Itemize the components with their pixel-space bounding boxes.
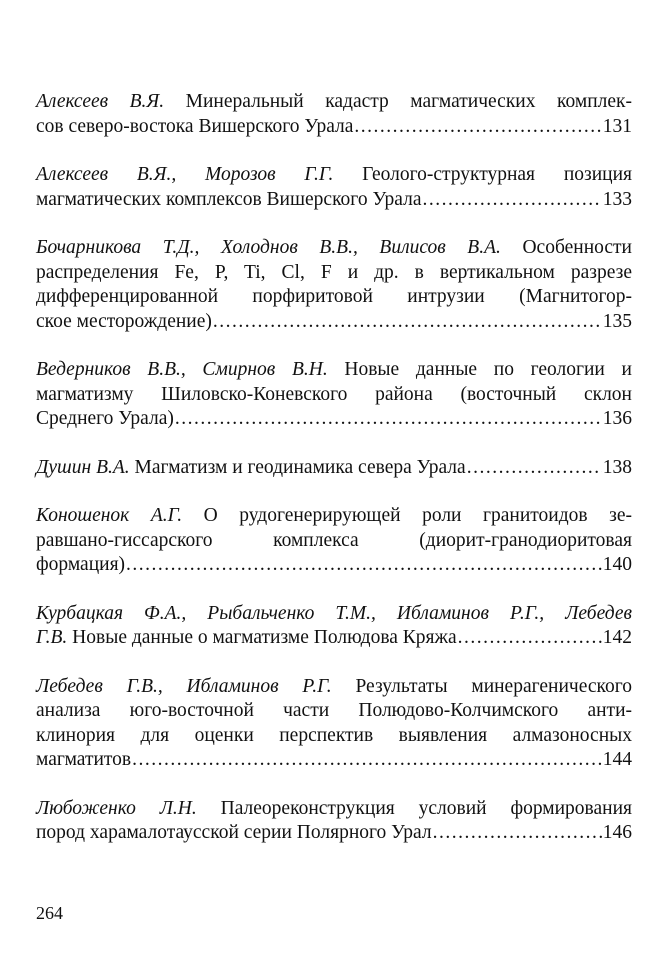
toc-entry: [36, 358, 632, 432]
entry-title: формация): [36, 554, 126, 575]
dot-leader: [423, 188, 602, 213]
entry-authors: Алексеев В.Я., Морозов Г.Г.: [36, 164, 334, 185]
entry-page: 142: [602, 627, 632, 648]
dot-leader: [175, 407, 602, 432]
toc-entry: [36, 602, 632, 651]
toc-entry: [36, 504, 632, 578]
entry-page: 131: [602, 115, 632, 137]
entry-title: магматических комплексов Вишерского Урала: [36, 188, 422, 210]
entry-title: Геолого-структурная позиция: [362, 164, 632, 185]
entry-line: клинория для оценки перспектив выявления алмазоносных: [36, 724, 632, 746]
entry-title: магматитов: [36, 749, 132, 770]
dot-leader: [126, 553, 602, 578]
toc-entry: [36, 163, 632, 212]
entry-authors: Алексеев В.Я.: [36, 91, 165, 112]
entry-title: Особенности: [522, 237, 632, 258]
dot-leader: [132, 748, 602, 773]
entry-page: 146: [602, 822, 632, 843]
dot-leader: [213, 310, 602, 335]
entry-line: [36, 163, 632, 188]
entry-line: [36, 236, 632, 261]
entry-authors: Г.В.: [36, 627, 68, 648]
entry-line: [36, 797, 632, 822]
entry-last-line: [36, 115, 632, 140]
entry-page: 144: [602, 749, 632, 770]
entry-line: [36, 675, 632, 700]
entry-authors: Лебедев Г.В., Ибламинов Р.Г.: [36, 675, 332, 697]
entry-last-line: [36, 626, 632, 651]
entry-line: [36, 358, 632, 383]
entry-line: дифференцированной порфиритовой интрузии (Магнитогор-: [36, 286, 632, 307]
entry-authors: Курбацкая Ф.А., Рыбальченко Т.М., Ибламинов Р.Г., Лебедев: [36, 602, 632, 624]
entry-title: пород харамалотаусской серии Полярного Урал: [36, 822, 432, 843]
entry-last-line: [36, 188, 632, 213]
entry-title: сов северо-востока Вишерского Урала: [36, 115, 354, 137]
dot-leader: [354, 115, 601, 140]
toc-entry: [36, 675, 632, 773]
entry-line: магматизму Шиловско-Коневского района (восточный склон: [36, 383, 632, 405]
entry-authors: Душин В.А.: [36, 456, 130, 478]
entry-page: 140: [602, 554, 632, 575]
entry-title: Новые данные о магматизме Полюдова Кряжа: [72, 627, 457, 648]
dot-leader: [467, 456, 602, 481]
entry-page: 133: [602, 188, 632, 210]
entry-last-line: [36, 456, 632, 481]
dot-leader: [433, 821, 602, 846]
entry-authors: Любоженко Л.Н.: [36, 797, 197, 819]
entry-line: [36, 90, 632, 115]
page-number: 264: [36, 903, 63, 923]
entry-last-line: [36, 821, 632, 846]
entry-page: 136: [602, 408, 632, 429]
entry-line: распределения Fe, P, Ti, Cl, F и др. в вертикальном разрезе: [36, 261, 632, 283]
entry-title: Результаты минерагенического: [355, 675, 632, 697]
entry-title: Палеореконструкция условий формирования: [220, 797, 632, 819]
entry-line: равшано-гиссарского комплекса (диорит-гранодиоритовая: [36, 529, 632, 551]
entry-last-line: [36, 748, 632, 773]
entry-line: [36, 504, 632, 529]
table-of-contents: [36, 90, 632, 870]
entry-last-line: [36, 310, 632, 335]
toc-entry: [36, 456, 632, 481]
entry-line: анализа юго-восточной части Полюдово-Колчимского анти-: [36, 700, 632, 721]
entry-authors: Коношенок А.Г.: [36, 505, 183, 526]
entry-title: Магматизм и геодинамика севера Урала: [134, 456, 466, 478]
entry-title: ское месторождение): [36, 310, 212, 332]
entry-title: О рудогенерирующей роли гранитоидов зе-: [203, 505, 632, 526]
toc-entry: [36, 236, 632, 334]
entry-page: 138: [602, 456, 632, 478]
entry-last-line: [36, 407, 632, 432]
entry-authors: Бочарникова Т.Д., Холоднов В.В., Вилисов В.А.: [36, 237, 501, 258]
entry-title: Среднего Урала): [36, 408, 174, 429]
toc-entry: [36, 797, 632, 846]
entry-last-line: [36, 553, 632, 578]
entry-title: Новые данные по геологии и: [344, 359, 632, 380]
entry-page: 135: [602, 310, 632, 332]
entry-authors: Ведерников В.В., Смирнов В.Н.: [36, 359, 328, 380]
toc-entry: [36, 90, 632, 139]
dot-leader: [458, 626, 602, 651]
entry-title: Минеральный кадастр магматических комплек-: [185, 91, 632, 112]
